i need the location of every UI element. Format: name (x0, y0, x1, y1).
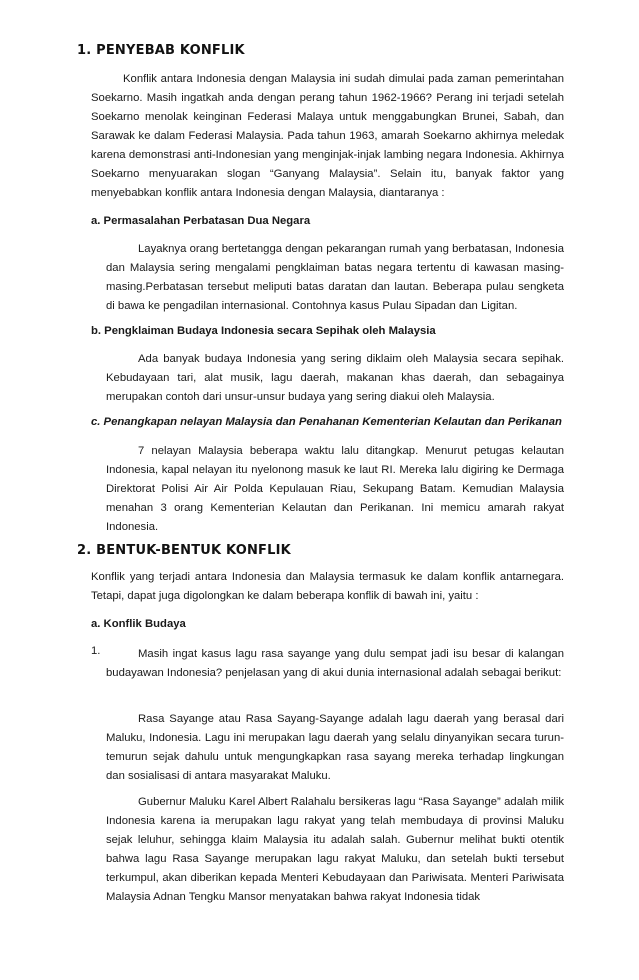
section-1-intro: Konflik antara Indonesia dengan Malaysia ini sudah dimulai pada zaman pemerintahan Soekarno. Masih ingatkah anda dengan perang tahun 1962-1966? Perang ini terjadi setelah Soekarno menolak keinginan Federasi Malaya untuk menggabungkan Brunei, Sabah, dan Sarawak ke dalam Federasi Malaysia. Pada tahun 1963, amarah Soekarno akhirnya meledak karena demonstrasi anti-Indonesian yang menginjak-injak lambing negara Indonesia. Akhirnya Soekarno menyuarakan slogan “Ganyang Malaysia”. Selain itu, banyak faktor yang menyebabkan konflik antara Indonesia dengan Malaysia, diantaranya : (91, 73, 564, 199)
paragraph-fishermen-arrest: 7 nelayan Malaysia beberapa waktu lalu ditangkap. Menurut petugas kelautan Indonesia, kapal nelayan itu nyelonong masuk ke laut RI. Mereka lalu digiring ke Dermaga Direktorat Polisi Air Air Polda Kepulauan Riau, Sekupang Batam. Kemudian Malaysia menahan 3 orang Kementerian Kelautan dan Perikanan. Ini memicu amarah rakyat Indonesia. (106, 445, 564, 533)
section-2-intro: Konflik yang terjadi antara Indonesia dan Malaysia termasuk ke dalam konflik antarnegara. Tetapi, dapat juga digolongkan ke dalam beberapa konflik di bawah ini, yaitu : (91, 571, 564, 602)
subheading-b-culture-claim: b. Pengklaiman Budaya Indonesia secara Sepihak oleh Malaysia (91, 325, 436, 337)
subheading-a-cultural-conflict: a. Konflik Budaya (91, 618, 186, 630)
paragraph-governor-statement: Gubernur Maluku Karel Albert Ralahalu bersikeras lagu “Rasa Sayange” adalah milik Indonesia karena ia merupakan lagu rakyat yang telah membudaya di provinsi Maluku sejak leluhur, sehingga klaim Malaysia itu adalah salah. Gubernur melihat bukti otentik bahwa lagu Rasa Sayange merupakan lagu rakyat Maluku, dan setelah bukti tersebut terkumpul, akan diberikan kepada Menteri Kebudayaan dan Pariwisata. Menteri Pariwisata Malaysia Adnan Tengku Mansor menyatakan bahwa rakyat Indonesia tidak (106, 796, 564, 903)
subheading-a-border-issue: a. Permasalahan Perbatasan Dua Negara (91, 215, 311, 227)
list-item-1-text: Masih ingat kasus lagu rasa sayange yang dulu sempat jadi isu besar di kalangan budayawan Indonesia? penjelasan yang di akui dunia internasional adalah sebagai berikut: (106, 648, 564, 679)
paragraph-border-issue: Layaknya orang bertetangga dengan pekarangan rumah yang berbatasan, Indonesia dan Malaysia sering mengalami pengklaiman batas negara tertentu di kawasan masing-masing.Perbatasan tersebut meliputi batas daratan dan lautan. Beberapa pulau sengketa di bawa ke pengadilan internasional. Contohnya kasus Pulau Sipadan dan Ligitan. (106, 243, 564, 312)
section-1-heading: 1. PENYEBAB KONFLIK (77, 43, 245, 58)
section-2-heading: 2. BENTUK-BENTUK KONFLIK (77, 543, 291, 558)
subheading-c-fishermen-arrest: c. Penangkapan nelayan Malaysia dan Penahanan Kementerian Kelautan dan Perikanan (91, 416, 562, 428)
paragraph-rasa-sayange-origin: Rasa Sayange atau Rasa Sayang-Sayange adalah lagu daerah yang berasal dari Maluku, Indonesia. Lagu ini merupakan lagu daerah yang selalu dinyanyikan secara turun-temurun sejak dahulu untuk mengungkapkan rasa sayang mereka terhadap lingkungan dan sosialisasi di antara masyarakat Maluku. (106, 713, 564, 782)
list-item-number: 1. (91, 645, 101, 657)
paragraph-culture-claim: Ada banyak budaya Indonesia yang sering diklaim oleh Malaysia secara sepihak. Kebudayaan tari, alat musik, lagu daerah, makanan khas daerah, dan sebagainya merupakan contoh dari unsur-unsur budaya yang sering diakui oleh Malaysia. (106, 353, 564, 403)
